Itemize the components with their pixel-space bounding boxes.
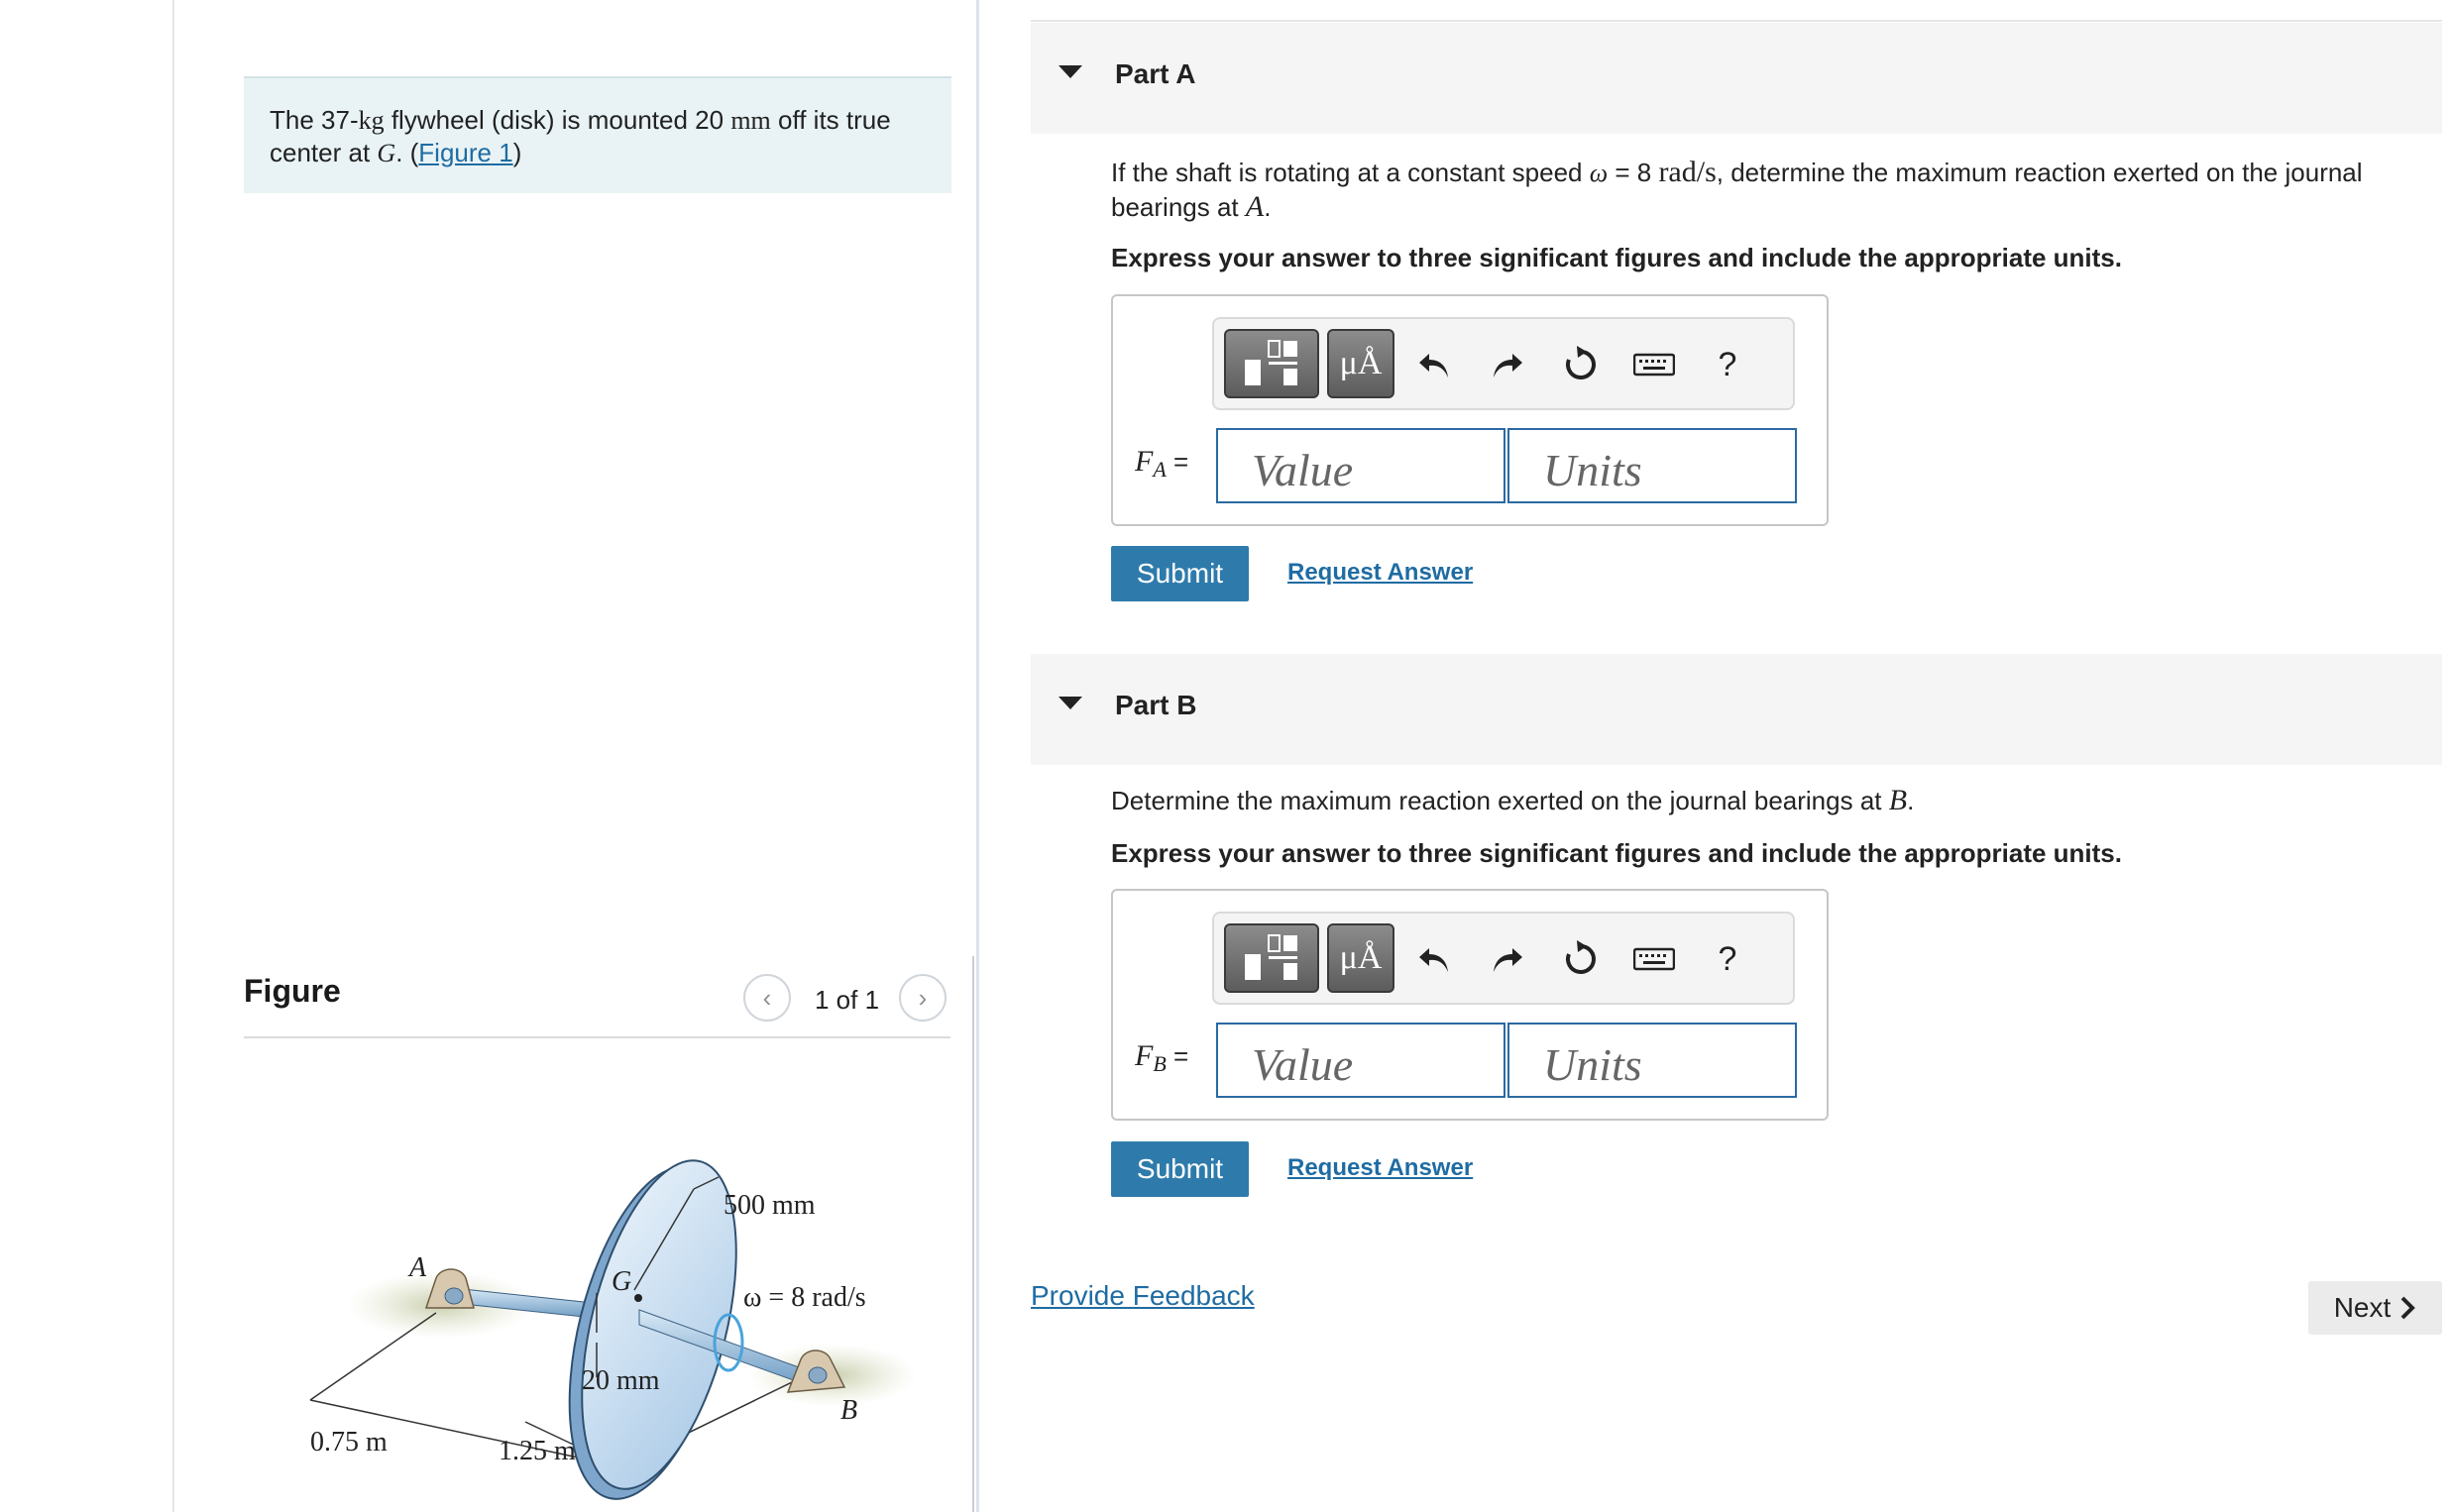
- point-a-label: A: [409, 1252, 427, 1283]
- part-a-question: [1111, 156, 2409, 224]
- mass-unit: kg: [358, 106, 385, 135]
- math-toolbar: [1212, 912, 1795, 1005]
- keyboard-button[interactable]: [1628, 339, 1680, 390]
- templates-icon: [1241, 338, 1302, 389]
- part-a-title: Part A: [1115, 58, 1196, 89]
- reset-button[interactable]: [1555, 339, 1607, 390]
- units-button[interactable]: [1327, 923, 1394, 993]
- part-b-submit-button[interactable]: Submit: [1111, 1141, 1249, 1197]
- provide-feedback-link[interactable]: Provide Feedback: [1031, 1280, 1255, 1311]
- length-a-label: 0.75 m: [310, 1427, 388, 1458]
- question-text-after: , determine the maximum reaction exerted on the journal bearings at: [1111, 158, 2363, 222]
- chevron-left-icon: ‹: [762, 982, 772, 1013]
- keyboard-button[interactable]: [1628, 933, 1680, 985]
- variable-symbol: F: [1135, 1039, 1154, 1072]
- length-b-label: 1.25 m: [499, 1436, 576, 1466]
- chevron-right-icon: [2398, 1295, 2416, 1321]
- part-b-value-input[interactable]: [1216, 1023, 1505, 1098]
- part-b-variable-label: [1135, 1039, 1188, 1077]
- bearing-b-bore: [809, 1367, 827, 1383]
- part-b-instruction: Express your answer to three significant figures and include the appropriate units.: [1111, 838, 2122, 868]
- templates-icon: [1241, 932, 1302, 984]
- variable-subscript: A: [1153, 457, 1167, 482]
- help-button[interactable]: [1702, 933, 1753, 985]
- problem-statement: [244, 76, 951, 193]
- help-button[interactable]: [1702, 339, 1753, 390]
- bearing-a-bore: [445, 1288, 463, 1304]
- templates-button[interactable]: [1224, 329, 1319, 398]
- top-rule: [1031, 20, 2442, 22]
- help-icon: ?: [1718, 345, 1737, 383]
- part-b-units-input[interactable]: [1507, 1023, 1797, 1098]
- part-b-request-answer-link[interactable]: Request Answer: [1287, 1154, 1474, 1181]
- figure-link[interactable]: Figure 1: [418, 138, 513, 167]
- units-icon: μÅ: [1339, 939, 1383, 976]
- intro-text: The 37-: [270, 105, 359, 135]
- part-a-instruction: Express your answer to three significant figures and include the appropriate units.: [1111, 243, 2122, 272]
- intro-punct: . (: [395, 138, 419, 167]
- collapse-caret-icon[interactable]: [1059, 65, 1082, 78]
- question-eq: = 8: [1608, 158, 1659, 187]
- figure-title: Figure: [244, 973, 341, 1009]
- keyboard-icon: [1633, 946, 1675, 972]
- redo-icon: [1491, 944, 1524, 974]
- part-a-variable-label: [1135, 445, 1188, 483]
- center-of-mass-dot: [634, 1294, 642, 1302]
- question-text: Determine the maximum reaction exerted on the journal bearings at: [1111, 786, 1889, 815]
- omega-label: ω = 8 rad/s: [743, 1282, 866, 1313]
- units-button[interactable]: [1327, 329, 1394, 398]
- redo-button[interactable]: [1482, 933, 1533, 985]
- math-toolbar: [1212, 317, 1795, 410]
- help-icon: ?: [1718, 939, 1737, 978]
- next-label: Next: [2333, 1292, 2392, 1323]
- part-a-units-input[interactable]: [1507, 428, 1797, 503]
- column-divider: [976, 0, 979, 1512]
- reset-button[interactable]: [1555, 933, 1607, 985]
- chevron-right-icon: ›: [918, 982, 928, 1013]
- speed-unit: rad/s: [1658, 156, 1717, 188]
- radius-label: 500 mm: [724, 1190, 816, 1221]
- next-figure-button[interactable]: [899, 974, 947, 1022]
- intro-close: ): [512, 138, 522, 167]
- point-label: B: [1888, 784, 1908, 816]
- omega-symbol: ω: [1589, 159, 1609, 187]
- scrollbar-track[interactable]: [972, 956, 974, 1512]
- redo-button[interactable]: [1482, 339, 1533, 390]
- part-b-title: Part B: [1115, 690, 1197, 720]
- undo-button[interactable]: [1408, 339, 1460, 390]
- point-g-label: G: [612, 1266, 632, 1297]
- part-b-header[interactable]: [1031, 654, 2442, 765]
- variable-subscript: B: [1153, 1051, 1167, 1076]
- intro-text-mid: flywheel (disk) is mounted 20: [384, 105, 731, 135]
- reset-icon: [1561, 345, 1601, 384]
- part-a-answer-box: [1111, 294, 1829, 526]
- undo-icon: [1417, 350, 1451, 379]
- point-label: A: [1245, 190, 1265, 223]
- point-b-label: B: [840, 1395, 858, 1426]
- offset-unit: mm: [730, 106, 771, 135]
- question-text: If the shaft is rotating at a constant speed: [1111, 158, 1590, 187]
- part-a-header[interactable]: [1031, 23, 2442, 134]
- equals-sign: =: [1166, 447, 1189, 477]
- question-end: .: [1264, 192, 1272, 222]
- question-end: .: [1907, 786, 1915, 815]
- collapse-caret-icon[interactable]: [1059, 697, 1082, 709]
- units-icon: μÅ: [1339, 345, 1383, 381]
- undo-icon: [1417, 944, 1451, 974]
- redo-icon: [1491, 350, 1524, 379]
- keyboard-icon: [1633, 352, 1675, 378]
- prev-figure-button[interactable]: [743, 974, 791, 1022]
- figure-divider: [244, 1036, 950, 1038]
- reset-icon: [1561, 939, 1601, 979]
- left-gutter-rule: [172, 0, 174, 1512]
- equals-sign: =: [1166, 1041, 1189, 1071]
- templates-button[interactable]: [1224, 923, 1319, 993]
- part-b-question: [1111, 784, 2409, 817]
- undo-button[interactable]: [1408, 933, 1460, 985]
- part-a-request-answer-link[interactable]: Request Answer: [1287, 559, 1474, 586]
- offset-label: 20 mm: [582, 1365, 660, 1396]
- part-a-value-input[interactable]: [1216, 428, 1505, 503]
- flywheel-figure: [278, 1139, 922, 1506]
- part-b-answer-box: [1111, 889, 1829, 1121]
- variable-symbol: F: [1135, 445, 1154, 478]
- next-button[interactable]: [2308, 1281, 2442, 1335]
- intro-text-after: off its true center at: [270, 105, 891, 167]
- figure-pager-text: 1 of 1: [815, 985, 880, 1015]
- point-g: G: [377, 139, 396, 167]
- part-a-submit-button[interactable]: Submit: [1111, 546, 1249, 601]
